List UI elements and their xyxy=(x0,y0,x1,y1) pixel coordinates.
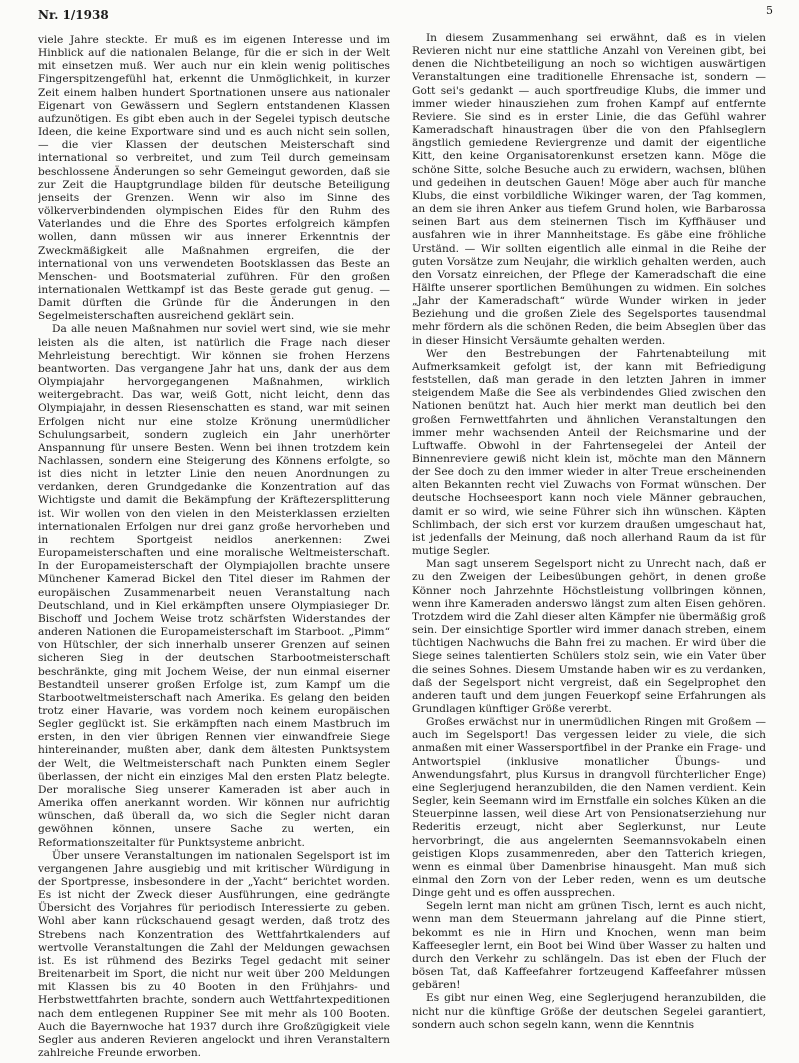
paragraph: Über unsere Veranstaltungen im nationalen Segelsport ist im vergangenen Jahre ausgiebig und mit kritischer Würdigung in der Sportpresse, insbesondere in der „Yacht“ berichtet worden. Es ist nicht der Zweck dieser Ausführungen, eine gedrängte Übersicht des Vorjahres für periodisch Interessierte zu geben. Wohl aber kann rückschauend gesagt werden, daß trotz des Strebens nach Konzentration des Wettfahrtkalenders auf wertvolle Veranstaltungen die Zahl der Meldungen gewachsen ist. Es ist rühmend des Bezirks Tegel gedacht mit seiner Breitenarbeit im Sport, die nicht nur weit über 200 Meldungen mit Klassen bis zu 40 Booten in den Frühjahrs- und Herbstwettfahrten brachte, sondern auch Wettfahrtexpeditionen nach dem entlegenen Ruppiner See mit mehr als 100 Booten. Auch die Bayernwoche hat 1937 durch ihre Großzügigkeit viele Segler aus anderen Revieren angelockt und ihren Veranstaltern zahlreiche Freunde erworben. xyxy=(38,849,390,1059)
paragraph: Großes erwächst nur in unermüdlichen Ringen mit Großem — auch im Segelsport! Das vergessen leider zu viele, die sich anmaßen mit einer Wassersportfibel in der Pranke ein Frage- und Antwortspiel (inklusive monatlicher Übungs- und Anwendungsfahrt, plus Kursus in drangvoll fürchterlicher Enge) eine Seglerjugend heranzubilden, die den Namen verdient. Kein Segler, kein Seemann wird im Ernstfalle ein solches Küken an die Steuerpinne lassen, weil diese Art von Pensionatserziehung nur Rederitis erzeugt, nicht aber Seglerkunst, nur Leute hervorbringt, die aus angelernten Seemannsvokabeln einen geistigen Klops zusammenreden, aber den Tatterich kriegen, wenn es einmal über Damenbrise hinausgeht. Man muß sich einmal den Zorn von der Leber reden, wenn es um deutsche Dinge geht und es offen aussprechen. xyxy=(412,716,766,900)
paragraph: In diesem Zusammenhang sei erwähnt, daß es in vielen Revieren nicht nur eine stattliche Anzahl von Vereinen gibt, bei denen die Nichtbeteiligung an noch so wichtigen auswärtigen Veranstaltungen eine traditionelle Ehrensache ist, sondern — Gott sei's gedankt — auch sportfreudige Klubs, die immer und immer wieder hinausziehen zum frohen Kampf auf entfernte Reviere. Sie sind es in erster Linie, die das Gefühl wahrer Kameradschaft hinaustragen über die von den Pfahlseglern ängstlich gemiedene Reviergrenze und damit der eigentliche Kitt, den keine Organisatorenkunst ersetzen kann. Möge die schöne Sitte, solche Besuche auch zu erwidern, wachsen, blühen und gedeihen in deutschen Gauen! Möge aber auch für manche Klubs, die einst vorbildliche Wikinger waren, der Tag kommen, an dem sie ihren Anker aus tiefem Grund holen, wie Barbarossa seinen Bart aus dem steinernen Tisch im Kyffhäuser und ausfahren wie in ihrer Mannheitstage. Es gäbe eine fröhliche Urständ. — Wir sollten eigentlich alle einmal in die Reihe der guten Vorsätze zum Neujahr, die wirklich gehalten werden, auch den Vorsatz einreichen, der Pflege der Kameradschaft die eine Hälfte unserer sportlichen Bemühungen zu widmen. Ein solches „Jahr der Kameradschaft“ würde Wunder wirken in jeder Beziehung und die großen Ziele des Segelsportes tausendmal mehr fördern als die schönen Reden, die beim Abseglen über das in dieser Hinsicht Versäumte gehalten werden. xyxy=(412,32,766,347)
paragraph: Man sagt unserem Segelsport nicht zu Unrecht nach, daß er zu den Zweigen der Leibesübungen gehört, in denen große Könner noch Jahrzehnte Höchstleistung vollbringen können, wenn ihre Kameraden anderswo längst zum alten Eisen gehören. Trotzdem wird die Zahl dieser alten Kämpfer nie übermäßig groß sein. Der einsichtige Sportler wird immer danach streben, einem tüchtigen Nachwuchs die Bahn frei zu machen. Er wird über die Siege seines talentierten Schülers stolz sein, wie ein Vater über die seines Sohnes. Diesem Umstande haben wir es zu verdanken, daß der Segelsport nicht vergreist, daß ein Segelprophet den anderen tauft und dem jungen Feuerkopf seine Erfahrungen als Grundlagen künftiger Größe vererbt. xyxy=(412,558,766,715)
paragraph: Wer den Bestrebungen der Fahrtenabteilung mit Aufmerksamkeit gefolgt ist, der kann mit Befriedigung feststellen, daß man gerade in den letzten Jahren in immer steigendem Maße die See als verbindendes Glied zwischen den Nationen benützt hat. Auch hier merkt man deutlich bei den großen Fernwettfahrten und ähnlichen Veranstaltungen den immer mehr wachsenden Anteil der Reichsmarine und der Luftwaffe. Obwohl in der Fahrtensegelei der Anteil der Binnenreviere gewiß nicht klein ist, möchte man den Männern der See doch zu den immer wieder in alter Treue erscheinenden alten Bekannten recht viel Zuwachs von Format wünschen. Der deutsche Hochseesport kann noch viele Männer gebrauchen, damit er so wird, wie seine Führer sich ihn wünschen. Käpten Schlimbach, der sich erst vor kurzem draußen umgeschaut hat, ist jedenfalls der Meinung, daß noch allerhand Raum da ist für mutige Segler. xyxy=(412,347,766,558)
paragraph: Da alle neuen Maßnahmen nur soviel wert sind, wie sie mehr leisten als die alten, ist natürlich die Frage nach dieser Mehrleistung berechtigt. Wir können sie frohen Herzens beantworten. Das vergangene Jahr hat uns, dank der aus dem Olympiajahr hervorgegangenen Maßnahmen, wirklich weitergebracht. Das war, weiß Gott, nicht leicht, denn das Olympiajahr, in dessen Riesenschatten es stand, war mit seinen Erfolgen nicht nur eine stolze Krönung unermüdlicher Schulungsarbeit, sondern zugleich ein Jahr unerhörter Anspannung für unsere Besten. Wenn bei ihnen trotzdem kein Nachlassen, sondern eine Steigerung des Könnens erfolgte, so ist dies nicht in letzter Linie den neuen Anordnungen zu verdanken, deren Grundgedanke die Konzentration auf das Wichtigste und damit die Bekämpfung der Kräftezersplitterung ist. Wir wollen von den vielen in den Meisterklassen erzielten internationalen Erfolgen nur drei ganz große hervorheben und in rechtem Sportgeist neidlos anerkennen: Zwei Europameisterschaften und eine moralische Weltmeisterschaft. In der Europameisterschaft der Olympiajollen brachte unsere Münchener Kamerad Bickel den Titel dieser im Rahmen der europäischen Zusammenarbeit neuen Veranstaltung nach Deutschland, und in Kiel erkämpften unsere Olympiasieger Dr. Bischoff und Jochem Weise trotz schärfsten Widerstandes der anderen Nationen die Europameisterschaft im Starboot. „Pimm“ von Hütschler, der sich innerhalb unserer Grenzen auf seinen sicheren Sieg in der deutschen Starbootmeisterschaft beschränkte, ging mit Jochem Weise, der nun einmal eiserner Bestandteil unserer großen Erfolge ist, zum Kampf um die Starbootweltmeisterschaft nach Amerika. Es gelang den beiden trotz einer Havarie, was vordem noch keinem europäischen Segler geglückt ist. Sie erkämpften nach einem Mastbruch im ersten, in den vier übrigen Rennen vier einwandfreie Siege hintereinander, mußten aber, dank dem ältesten Punktsystem der Welt, die Weltmeisterschaft nach Punkten einem Segler überlassen, der nicht ein einziges Mal den ersten Platz belegte. Der moralische Sieg unserer Kameraden ist aber auch in Amerika offen anerkannt worden. Wir können nur aufrichtig wünschen, daß überall da, wo sich die Segler nicht daran gewöhnen können, unsere Sache zu werten, ein Reformationszeitalter für Punktsysteme anbricht. xyxy=(38,323,390,849)
paragraph: Segeln lernt man nicht am grünen Tisch, lernt es auch nicht, wenn man dem Steuermann jahrelang auf die Pinne stiert, bekommt es nie in Hirn und Knochen, wenn man beim Kaffeesegler lernt, ein Boot bei Wind über Wasser zu halten und durch den Verkehr zu schlängeln. Das ist eben der Fluch der bösen Tat, daß Kaffeefahrer fortzeugend Kaffeefahrer müssen gebären! xyxy=(412,900,766,992)
paragraph: Es gibt nur einen Weg, eine Seglerjugend heranzubilden, die nicht nur die künftige Größe der deutschen Segelei garantiert, sondern auch schon segeln kann, wenn die Kenntnis xyxy=(412,992,766,1031)
right-text-column xyxy=(412,32,766,1057)
page-number: 5 xyxy=(766,4,773,17)
paragraph: viele Jahre steckte. Er muß es im eigenen Interesse und im Hinblick auf die nationalen Belange, für die er sich in der Welt mit einsetzen muß. Wer auch nur ein klein wenig politisches Fingerspitzengefühl hat, erkennt die Unmöglichkeit, in kurzer Zeit einem halben hundert Sportnationen unsere aus nationaler Eigenart von Gewässern und Seglern entstandenen Klassen aufzunötigen. Es gibt eben auch in der Segelei typisch deutsche Ideen, die keine Exportware sind und es auch nicht sein sollen, — die vier Klassen der deutschen Meisterschaft sind international so verbreitet, und zum Teil durch gemeinsam beschlossene Änderungen so sehr Gemeingut geworden, daß sie zur Zeit die Hauptgrundlage bilden für deutsche Beteiligung jenseits der Grenzen. Wenn wir also im Sinne des völkerverbindenden olympischen Eides für den Ruhm des Vaterlandes und die Ehre des Sportes erfolgreich kämpfen wollen, dann müssen wir aus innerer Erkenntnis der Zweckmäßigkeit alle Maßnahmen ergreifen, die der international von uns verwendeten Bootsklassen das Beste an Menschen- und Bootsmaterial zuführen. Für den großen internationalen Wettkampf ist das Beste gerade gut genug. — Damit dürften die Gründe für die Änderungen in den Segelmeisterschaften ausreichend geklärt sein. xyxy=(38,34,390,323)
issue-number: Nr. 1/1938 xyxy=(38,8,109,22)
left-text-column xyxy=(38,34,390,1059)
